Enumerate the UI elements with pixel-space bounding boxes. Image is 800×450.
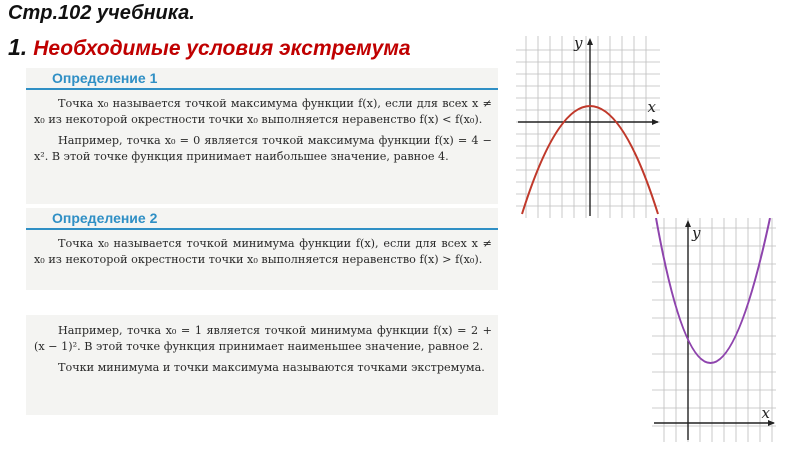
y-axis-label: y xyxy=(692,224,701,242)
graph-maximum xyxy=(516,36,660,218)
y-axis-arrow xyxy=(685,220,691,227)
y-axis-arrow xyxy=(587,38,593,45)
grid-lines xyxy=(652,218,776,442)
graph-minimum xyxy=(652,218,776,442)
x-axis-label: x xyxy=(647,98,656,116)
page-title: Стр.102 учебника. xyxy=(8,2,195,24)
definition-2-title: Определение 2 xyxy=(52,210,158,226)
y-axis-label: y xyxy=(574,36,583,52)
example-2-block xyxy=(26,315,498,415)
x-axis-arrow xyxy=(652,119,659,125)
grid-lines xyxy=(516,36,660,218)
x-axis-label: x xyxy=(761,404,770,422)
definition-1-rule xyxy=(26,88,498,90)
definition-1-block xyxy=(26,68,498,204)
definition-2-block xyxy=(26,208,498,290)
extremum-conclusion: Точки минимума и точки максимума называются точками экстремума. xyxy=(58,361,485,374)
example-2-text: Например, точка x₀ = 1 является точкой минимума функции f(x) = 2 + (x − 1)². В этой точке функция принимает наименьшее значение, равное 2. xyxy=(34,324,492,353)
definition-2-rule xyxy=(26,228,498,230)
section-number: 1. xyxy=(8,34,28,60)
definition-2-text: Точка x₀ называется точкой минимума функции f(x), если для всех x ≠ x₀ из некоторой окрестности точки x₀ выполняется неравенство f(x) > f(x₀). xyxy=(34,237,492,266)
parabola-min-curve xyxy=(656,218,770,363)
definition-1-title: Определение 1 xyxy=(52,70,158,86)
section-title: Необходимые условия экстремума xyxy=(33,37,411,60)
definition-1-example: Например, точка x₀ = 0 является точкой максимума функции f(x) = 4 − x². В этой точке функция принимает наибольшее значение, равное 4. xyxy=(34,134,492,163)
definition-1-text: Точка x₀ называется точкой максимума функции f(x), если для всех x ≠ x₀ из некоторой окрестности точки x₀ выполняется неравенство f(x) < f(x₀). xyxy=(34,97,492,126)
section-heading xyxy=(8,34,411,60)
